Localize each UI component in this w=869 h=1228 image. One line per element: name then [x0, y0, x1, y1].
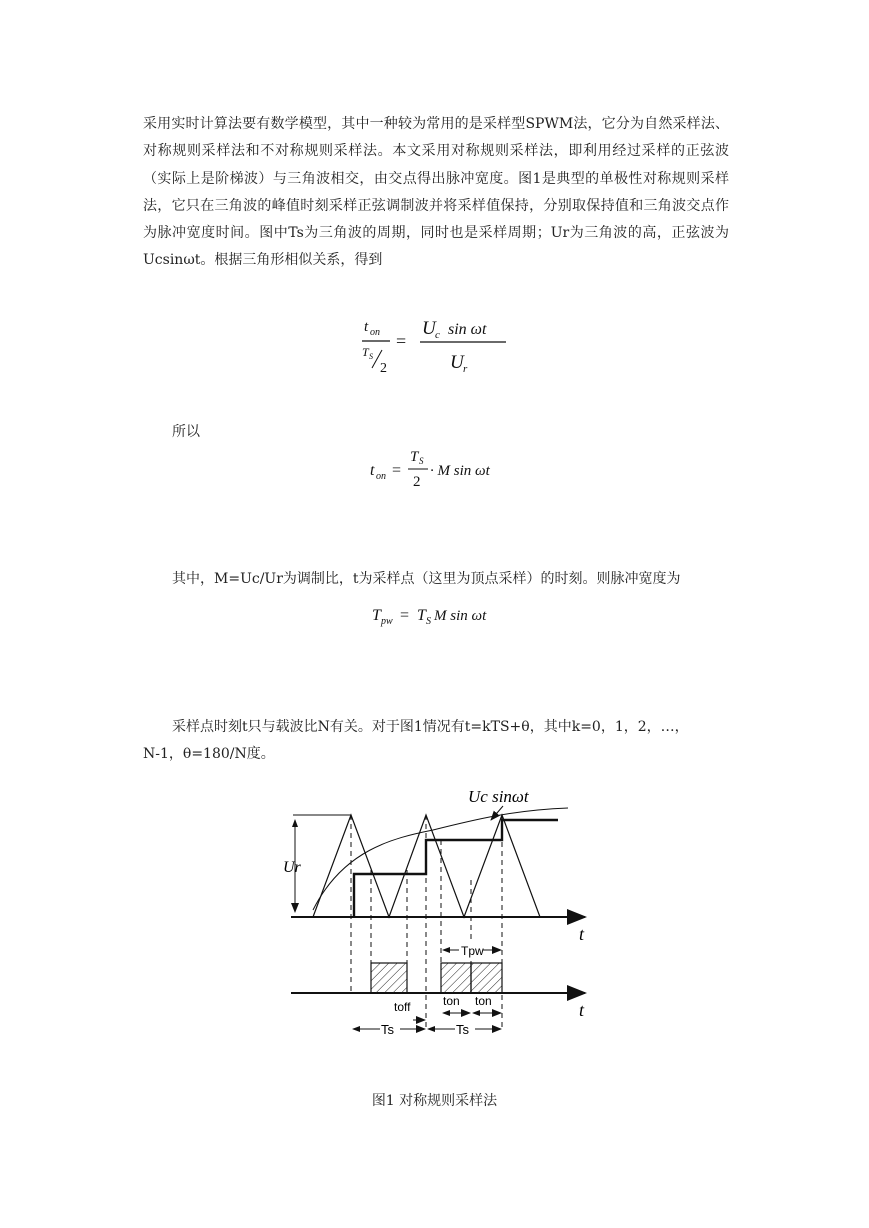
formula-tpw: [370, 598, 510, 634]
pulse-block-1: [371, 963, 407, 993]
sampling-paragraph-line1: 采样点时刻t只与载波比N有关。对于图1情况有t=kTS+θ，其中k=0，1，2，…，: [172, 719, 689, 735]
f1-lhs-den: T: [362, 345, 369, 359]
f1-lhs-den-div: 2: [380, 361, 387, 376]
intro-paragraph: 采用实时计算法要有数学模型，其中一种较为常用的是采样型SPWM法，它分为自然采样法、对称规则采样法和不对称规则采样法。本文采用对称规则采样法，即利用经过采样的正弦波（实际上是阶梯波）与三角波相交，由交点得出脉冲宽度。图1是典型的单极性对称规则采样法，它只在三角波的峰值时刻采样正弦调制波并将采样值保持，分别取保持值和三角波交点作为脉冲宽度时间。图中Ts为三角波的周期，同时也是采样周期；Ur为三角波的高，正弦波为Ucsinωt。根据三角形相似关系，得到: [143, 116, 729, 269]
signal-label: Uc sinωt: [468, 787, 529, 806]
f1-rhs-num: U: [422, 318, 436, 339]
ur-label: Ur: [283, 859, 301, 876]
pulse-block-2: [441, 963, 471, 993]
formula-ton: [366, 443, 516, 497]
f2-lhs: t: [370, 462, 375, 479]
upper-axis-t-label: t: [579, 924, 585, 944]
f2-frac-num: T: [410, 449, 419, 465]
f1-rhs-den-sub: r: [463, 363, 468, 375]
figure-caption: 图1 对称规则采样法: [371, 1093, 498, 1109]
f3-rhs-sub: S: [426, 616, 431, 627]
f1-lhs-num-sub: on: [370, 327, 380, 338]
figure-symmetric-sampling: [283, 780, 603, 1054]
ts-label-1: Ts: [381, 1022, 394, 1037]
f3-lhs: T: [372, 607, 381, 624]
f3-tail: M sin ωt: [434, 608, 487, 624]
f1-lhs-den-sub: S: [369, 352, 373, 361]
pulse-block-3: [471, 963, 502, 993]
sampling-paragraph-line2: N-1，θ=180/N度。: [143, 746, 275, 762]
f1-rhs-den: U: [450, 352, 464, 373]
f2-equals: =: [392, 462, 402, 479]
ts-label-2: Ts: [456, 1022, 469, 1037]
f1-lhs-num: t: [364, 319, 369, 335]
staircase-wave: [354, 820, 558, 917]
formula-ratio: [360, 308, 520, 382]
f3-lhs-sub: pw: [381, 616, 393, 627]
tpw-label: Tpw: [461, 944, 484, 958]
modulation-paragraph: 其中，M=Uc/Ur为调制比，t为采样点（这里为顶点采样）的时刻。则脉冲宽度为: [172, 571, 681, 587]
lower-axis-t-label: t: [579, 1000, 585, 1020]
f1-rhs-num-tail: sin ωt: [448, 321, 487, 338]
ton-label-1: ton: [443, 994, 460, 1008]
f2-frac-den: 2: [413, 474, 421, 490]
so-text: 所以: [172, 424, 200, 440]
f2-lhs-sub: on: [376, 471, 386, 482]
f3-rhs: T: [417, 607, 426, 624]
ton-label-2: ton: [475, 994, 492, 1008]
toff-label: toff: [394, 1000, 411, 1014]
f2-tail: · M sin ωt: [430, 463, 490, 479]
f2-frac-num-sub: S: [419, 456, 424, 466]
f3-equals: =: [400, 607, 410, 624]
f1-rhs-num-sub: c: [435, 329, 440, 341]
f1-equals: =: [396, 331, 407, 351]
